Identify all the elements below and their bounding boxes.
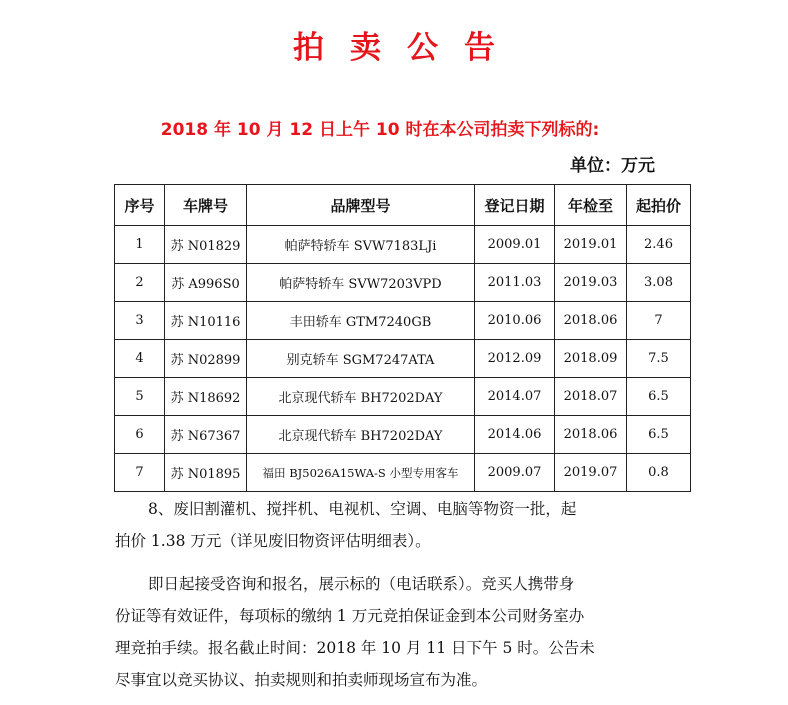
cell-inspection: 2018.09	[555, 340, 627, 378]
cell-inspection: 2018.06	[555, 416, 627, 454]
cell-inspection: 2019.07	[555, 454, 627, 492]
cell-number: 2	[115, 264, 165, 302]
unit-label: 单位：万元	[570, 156, 655, 176]
cell-price: 7	[627, 302, 691, 340]
column-header-inspection: 年检至	[555, 185, 627, 226]
paragraph-line: 即日起接受咨询和报名，展示标的（电话联系）。竞买人携带身	[148, 575, 575, 593]
paragraph-line: 拍价 1.38 万元（详见废旧物资评估明细表）。	[115, 532, 431, 550]
table-row	[115, 264, 691, 302]
cell-inspection: 2019.01	[555, 226, 627, 264]
cell-inspection: 2018.07	[555, 378, 627, 416]
paragraph-line: 8、废旧割灌机、搅拌机、电视机、空调、电脑等物资一批，起	[148, 500, 577, 518]
cell-number: 4	[115, 340, 165, 378]
column-header-model: 品牌型号	[247, 185, 475, 226]
cell-price: 6.5	[627, 416, 691, 454]
cell-registered: 2014.06	[475, 416, 555, 454]
cell-model: 帕萨特轿车 SVW7183LJi	[247, 226, 475, 264]
cell-plate: 苏 N67367	[165, 416, 247, 454]
table-row	[115, 378, 691, 416]
cell-number: 7	[115, 454, 165, 492]
cell-inspection: 2018.06	[555, 302, 627, 340]
cell-inspection: 2019.03	[555, 264, 627, 302]
cell-price: 7.5	[627, 340, 691, 378]
table-row	[115, 454, 691, 492]
cell-registered: 2009.01	[475, 226, 555, 264]
cell-plate: 苏 A996S0	[165, 264, 247, 302]
column-header-price: 起拍价	[627, 185, 691, 226]
cell-number: 6	[115, 416, 165, 454]
cell-registered: 2010.06	[475, 302, 555, 340]
cell-price: 6.5	[627, 378, 691, 416]
cell-model: 帕萨特轿车 SVW7203VPD	[247, 264, 475, 302]
table-row	[115, 226, 691, 264]
table-row	[115, 416, 691, 454]
paragraph-line: 份证等有效证件，每项标的缴纳 1 万元竞拍保证金到本公司财务室办	[115, 607, 585, 625]
cell-plate: 苏 N01829	[165, 226, 247, 264]
cell-model: 北京现代轿车 BH7202DAY	[247, 378, 475, 416]
cell-registered: 2012.09	[475, 340, 555, 378]
cell-price: 2.46	[627, 226, 691, 264]
cell-registered: 2009.07	[475, 454, 555, 492]
column-header-plate: 车牌号	[165, 185, 247, 226]
cell-plate: 苏 N02899	[165, 340, 247, 378]
cell-model: 丰田轿车 GTM7240GB	[247, 302, 475, 340]
auction-lots-table	[114, 184, 691, 492]
auction-time-heading: 2018 年 10 月 12 日上午 10 时在本公司拍卖下列标的:	[160, 120, 600, 140]
cell-price: 3.08	[627, 264, 691, 302]
table-row	[115, 302, 691, 340]
paragraph-line: 尽事宜以竞买协议、拍卖规则和拍卖师现场宣布为准。	[115, 671, 488, 689]
item-8-paragraph	[115, 493, 680, 557]
cell-number: 5	[115, 378, 165, 416]
table-header-row	[115, 185, 691, 226]
paragraph-line: 理竞拍手续。报名截止时间：2018 年 10 月 11 日下午 5 时。公告未	[115, 639, 595, 657]
column-header-registered: 登记日期	[475, 185, 555, 226]
column-header-number: 序号	[115, 185, 165, 226]
table-row	[115, 340, 691, 378]
cell-model: 福田 BJ5026A15WA-S 小型专用客车	[247, 454, 475, 492]
cell-registered: 2014.07	[475, 378, 555, 416]
cell-plate: 苏 N01895	[165, 454, 247, 492]
cell-number: 3	[115, 302, 165, 340]
page-title: 拍卖公告	[293, 30, 521, 66]
cell-model: 别克轿车 SGM7247ATA	[247, 340, 475, 378]
cell-price: 0.8	[627, 454, 691, 492]
cell-plate: 苏 N10116	[165, 302, 247, 340]
cell-number: 1	[115, 226, 165, 264]
cell-model: 北京现代轿车 BH7202DAY	[247, 416, 475, 454]
cell-registered: 2011.03	[475, 264, 555, 302]
cell-plate: 苏 N18692	[165, 378, 247, 416]
notice-paragraph	[115, 568, 680, 696]
